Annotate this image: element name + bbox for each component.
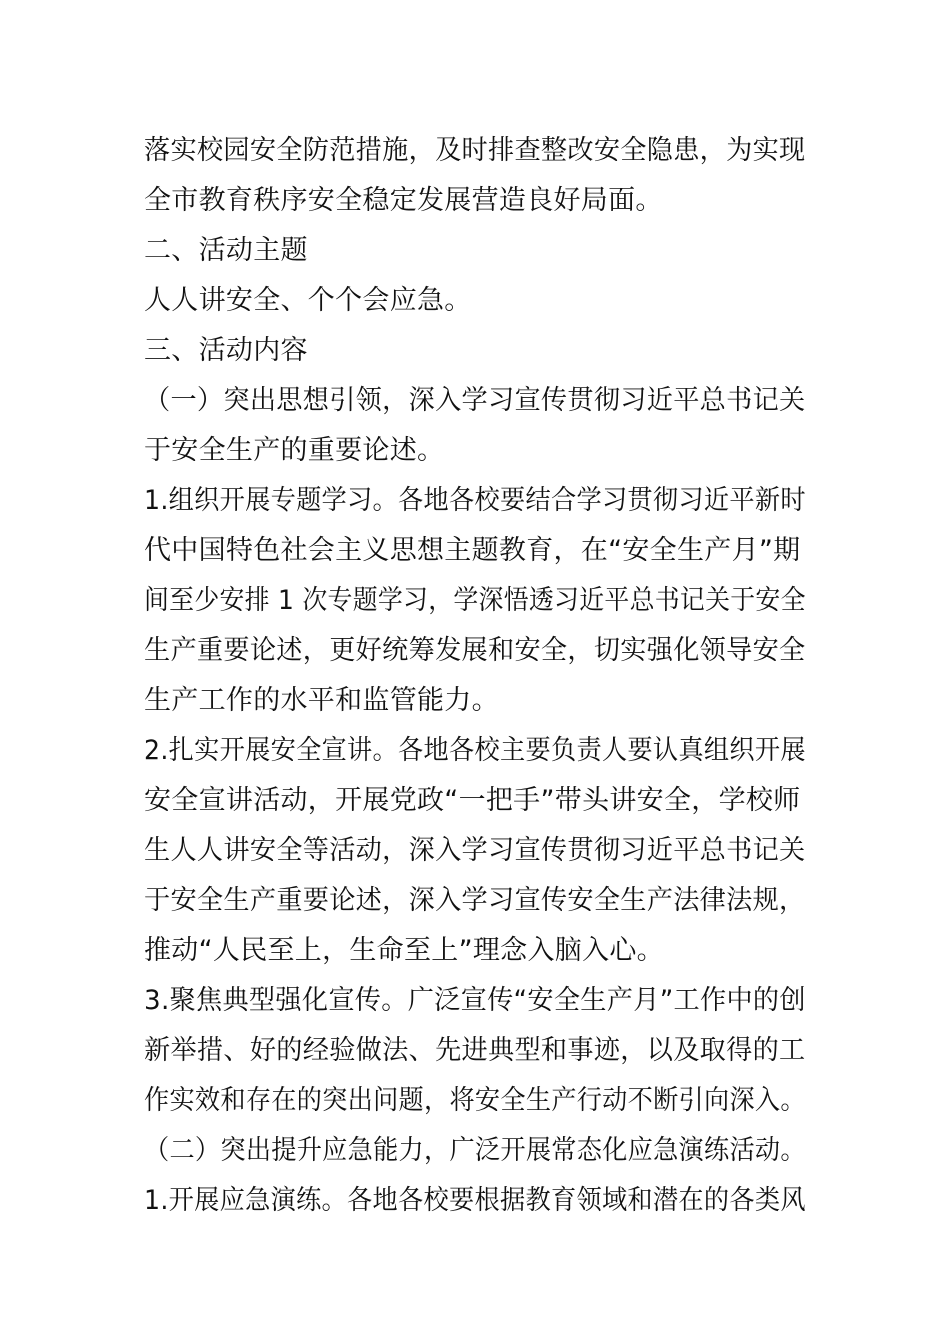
body-text-line: 3.聚焦典型强化宣传。广泛宣传“安全生产月”工作中的创: [144, 985, 806, 1016]
body-text-line: 落实校园安全防范措施，及时排查整改安全隐患，为实现: [144, 135, 806, 166]
body-text-line: 1.开展应急演练。各地各校要根据教育领域和潜在的各类风: [144, 1185, 806, 1216]
body-text-line: 安全宣讲活动，开展党政“一把手”带头讲安全，学校师: [144, 785, 801, 816]
body-text-line: 人人讲安全、个个会应急。: [144, 285, 472, 316]
body-text-line: 生人人讲安全等活动，深入学习宣传贯彻习近平总书记关: [144, 835, 806, 866]
subsection-heading: （二）突出提升应急能力，广泛开展常态化应急演练活动。: [144, 1135, 806, 1166]
subsection-heading: （一）突出思想引领，深入学习宣传贯彻习近平总书记关: [144, 385, 806, 416]
body-text-line: 推动“人民至上，生命至上”理念入脑入心。: [144, 935, 664, 966]
body-text-line: 生产工作的水平和监管能力。: [144, 685, 499, 716]
body-text-line: 作实效和存在的突出问题，将安全生产行动不断引向深入。: [144, 1085, 806, 1116]
body-text-line: 1.组织开展专题学习。各地各校要结合学习贯彻习近平新时: [144, 485, 806, 516]
section-heading: 二、活动主题: [144, 235, 308, 266]
body-text-line: 2.扎实开展安全宣讲。各地各校主要负责人要认真组织开展: [144, 735, 806, 766]
body-text-line: 间至少安排 1 次专题学习，学深悟透习近平总书记关于安全: [144, 585, 806, 616]
subsection-heading: 于安全生产的重要论述。: [144, 435, 445, 466]
body-text-line: 于安全生产重要论述，深入学习宣传安全生产法律法规，: [144, 885, 806, 916]
body-text-line: 新举措、好的经验做法、先进典型和事迹，以及取得的工: [144, 1035, 806, 1066]
section-heading: 三、活动内容: [144, 335, 308, 366]
body-text-line: 代中国特色社会主义思想主题教育，在“安全生产月”期: [144, 535, 801, 566]
body-text-line: 全市教育秩序安全稳定发展营造良好局面。: [144, 185, 663, 216]
body-text-line: 生产重要论述，更好统筹发展和安全，切实强化领导安全: [144, 635, 806, 666]
